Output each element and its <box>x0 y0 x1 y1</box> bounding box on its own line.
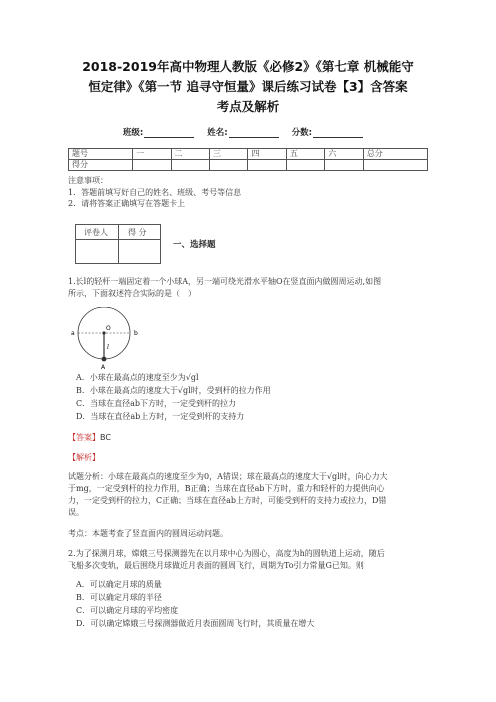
score-table-cell <box>325 160 363 171</box>
question-1-option: D．当球在直径ab上方时，一定受到杆的支持力 <box>76 412 245 421</box>
question-2-line: 2.为了探测月球，嫦娥三号探测器先在以月球中心为圆心，高度为h的圆轨道上运动，随后 <box>68 549 385 558</box>
label-b: b <box>134 330 138 337</box>
question-2-stem <box>68 548 430 571</box>
score-table-score-row <box>69 160 428 171</box>
score-table-cell: 题号 <box>69 149 133 160</box>
score-table <box>68 148 428 171</box>
score-table-cell: 一 <box>133 149 171 160</box>
title-line-2: 恒定律》《第一节 追寻守恒量》课后练习试卷【3】含答案 <box>88 79 408 94</box>
notes-heading: 注意事项： <box>68 176 108 185</box>
score-table-cell: 得分 <box>69 160 133 171</box>
notes-item: 1．答题前填写好自己的姓名、班级、考号等信息 <box>68 187 242 197</box>
class-label: 班级: <box>122 128 144 138</box>
score-table-cell: 六 <box>325 149 363 160</box>
label-l: l <box>107 344 109 351</box>
notes-item: 2．请将答案正确填写在答题卡上 <box>68 199 186 208</box>
score-table-cell <box>210 160 248 171</box>
label-o: O <box>106 325 111 332</box>
document-title <box>60 57 436 117</box>
analysis-line: 试题分析：小球在最高点的速度至少为0，A错误；球在最高点的速度大于√gl时，向心力大 <box>68 472 388 481</box>
grader-reviewer-label: 评卷人 <box>84 228 108 237</box>
score-blank[interactable] <box>313 129 363 138</box>
student-info-line <box>0 126 496 138</box>
label-a: a <box>71 330 75 337</box>
score-table-cell: 四 <box>248 149 286 160</box>
score-table-cell: 五 <box>286 149 324 160</box>
score-table-cell: 三 <box>210 149 248 160</box>
question-1-line: 1.长l的轻杆一端固定着一个小球A，另一端可绕光滑水平轴O在竖直面内做圆周运动,如图 <box>68 277 382 286</box>
title-line-3: 考点及解析 <box>216 99 280 114</box>
name-label: 姓名: <box>207 128 228 138</box>
question-1-option: C．当球在直径ab下方时，一定受到杆的拉力 <box>76 399 237 408</box>
label-ball: A <box>101 364 106 371</box>
analysis-label: 【解析】 <box>68 453 100 462</box>
score-table-cell <box>248 160 286 171</box>
score-table-cell <box>286 160 324 171</box>
question-1-option: A．小球在最高点的速度至少为√gl <box>76 373 199 382</box>
question-2-option: B．可以确定月球的半径 <box>76 593 162 602</box>
question-2-option: C．可以确定月球的平均密度 <box>76 606 179 615</box>
circle-motion-figure <box>68 307 148 371</box>
question-2-line: 飞船多次变轨，最后围绕月球做近月表面的圆周飞行，周期为To引力常量G已知。则 <box>68 560 364 570</box>
score-table-cell <box>363 160 427 171</box>
class-blank[interactable] <box>144 129 194 138</box>
answer-line <box>68 432 111 443</box>
score-table-cell: 二 <box>171 149 209 160</box>
score-table-cell <box>171 160 209 171</box>
point-text: 考点：本题考查了竖直面内的圆周运动问题。 <box>68 529 228 538</box>
analysis-line: 于mg，一定受到杆的拉力作用，B正确；当球在直径ab下方时，重力和轻杆的力提供向心 <box>68 484 385 493</box>
question-2-option: D．可以确定嫦娥三号探测器做近月表面圆周飞行时，其质量在增大 <box>76 619 315 628</box>
analysis-line: 力，一定受到杆的拉力，C正确；当球在直径ab上方时，可能受到杆的支持力或拉力，D错 <box>68 496 387 505</box>
analysis-line: 误。 <box>68 508 84 517</box>
question-1-stem <box>68 276 430 299</box>
analysis-text <box>68 471 430 519</box>
question-1-line: 所示，下面叙述符合实际的是（ ） <box>68 288 196 298</box>
grader-box <box>75 224 161 264</box>
section-title: 一、选择题 <box>173 240 216 250</box>
title-line-1: 2018-2019年高中物理人教版《必修2》《第七章 机械能守 <box>82 59 414 74</box>
question-1-option: B．小球在最高点的速度大于√gl时，受到杆的拉力作用 <box>76 386 271 395</box>
answer-value: BC <box>100 433 111 442</box>
grader-box-divider <box>118 225 119 263</box>
question-2-option: A．可以确定月球的质量 <box>76 580 162 589</box>
grader-score-label: 得 分 <box>128 228 147 237</box>
score-table-header-row <box>69 149 428 160</box>
name-blank[interactable] <box>229 129 279 138</box>
ball-a <box>102 357 107 362</box>
notes-block <box>68 175 241 210</box>
answer-label: 【答案】 <box>68 433 100 442</box>
score-table-cell <box>133 160 171 171</box>
score-label: 分数: <box>291 128 313 138</box>
score-table-cell: 总分 <box>363 149 427 160</box>
